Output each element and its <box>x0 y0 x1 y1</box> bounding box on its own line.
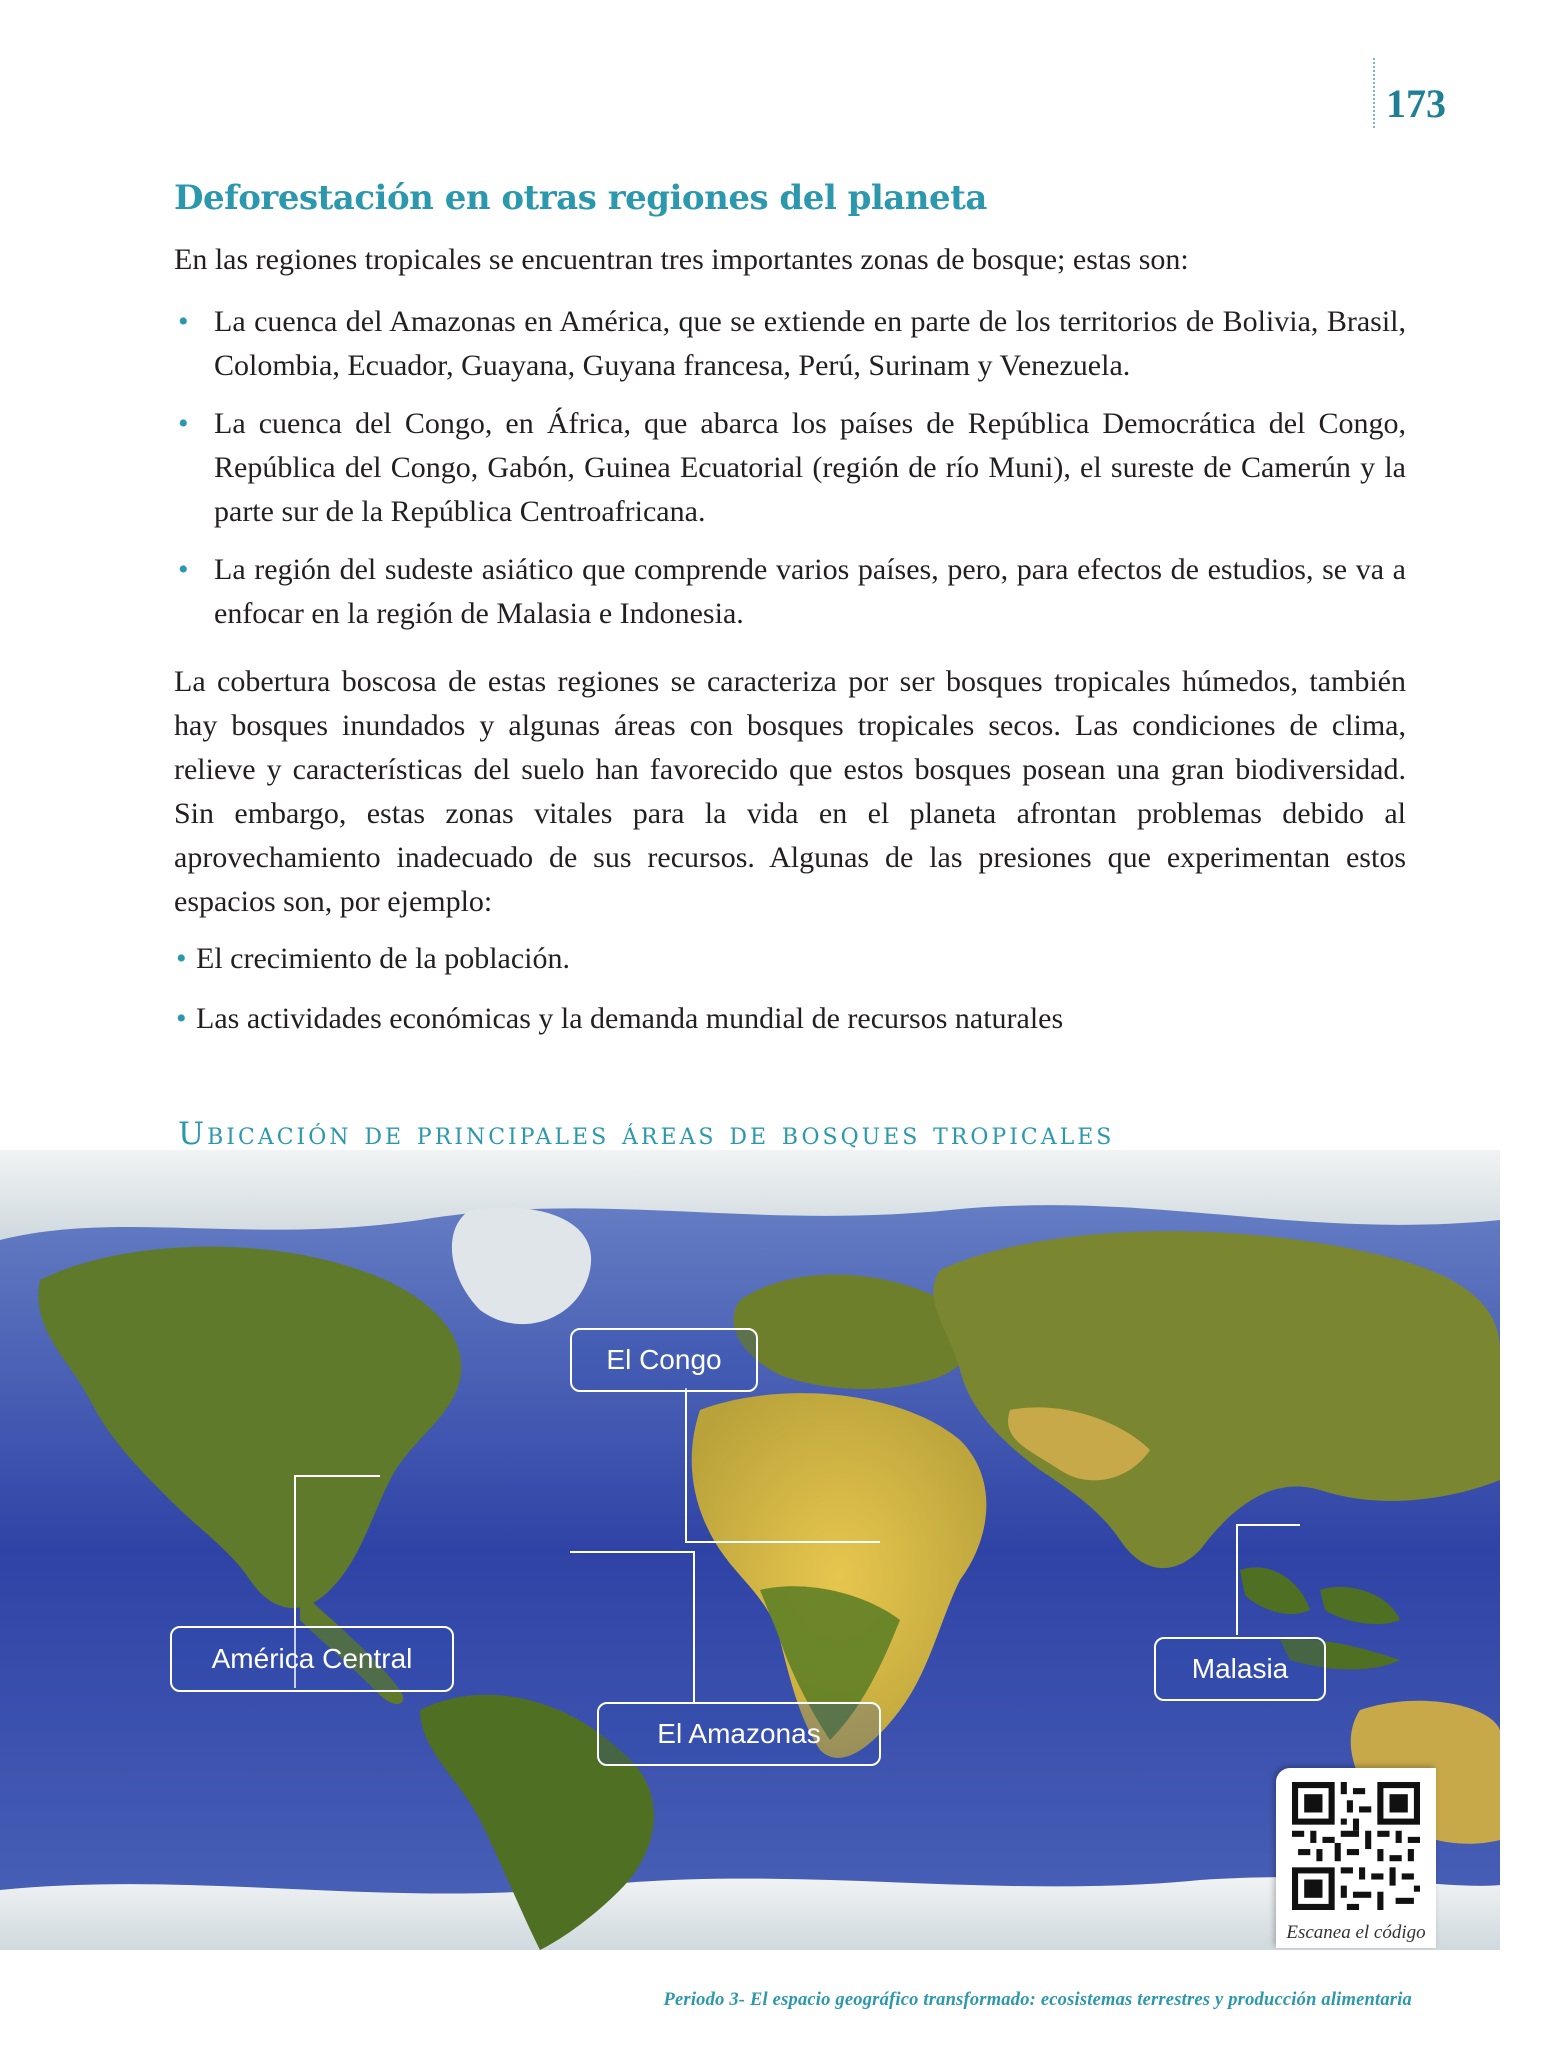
list-item: • La cuenca del Congo, en África, que abarca los países de República Democrática del Congo, República del Congo, Gabón, Guinea Ecuatorial (región de río Muni), el sureste de Camerún y la parte sur de la República Centroafricana. <box>174 402 1406 534</box>
callout-el-congo: El Congo <box>570 1328 758 1392</box>
qr-code-icon[interactable] <box>1292 1782 1420 1910</box>
qr-code-panel[interactable] <box>1276 1768 1436 1948</box>
forest-zones-list <box>174 300 1406 650</box>
list-item: • El crecimiento de la población. <box>174 937 1406 981</box>
page-footer: Periodo 3- El espacio geográfico transformado: ecosistemas terrestres y producción alimentaria <box>663 1990 1412 2010</box>
coverage-paragraph: La cobertura boscosa de estas regiones se caracteriza por ser bosques tropicales húmedos, también hay bosques inundados y algunas áreas con bosques tropicales secos. Las condiciones de clima, relieve y características del suelo han favorecido que estos bosques posean una gran biodiversidad. Sin embargo, estas zonas vitales para la vida en el planeta afrontan problemas debido al aprovechamiento inadecuado de sus recursos. Algunas de las presiones que experimentan estos espacios son, por ejemplo: <box>174 665 1406 918</box>
qr-caption: Escanea el código <box>1286 1922 1426 1943</box>
callout-el-amazonas: El Amazonas <box>597 1702 881 1766</box>
list-item: • Las actividades económicas y la demanda mundial de recursos naturales <box>174 997 1406 1041</box>
intro-paragraph: En las regiones tropicales se encuentran tres importantes zonas de bosque; estas son: <box>174 243 1189 276</box>
list-item: • La cuenca del Amazonas en América, que se extiende en parte de los territorios de Bolivia, Brasil, Colombia, Ecuador, Guayana, Guyana francesa, Perú, Surinam y Venezuela. <box>174 300 1406 388</box>
callout-malasia: Malasia <box>1154 1637 1326 1701</box>
pressures-list <box>174 937 1406 1057</box>
page-number-rule <box>1373 58 1375 128</box>
list-item: • La región del sudeste asiático que comprende varios países, pero, para efectos de estudios, se va a enfocar en la región de Malasia e Indonesia. <box>174 548 1406 636</box>
world-map <box>0 1150 1500 1950</box>
world-map-image <box>0 1150 1500 1950</box>
page-number: 173 <box>1386 81 1446 126</box>
section-title: Deforestación en otras regiones del planeta <box>174 178 987 218</box>
callout-america-central: América Central <box>170 1626 454 1692</box>
map-title: Ubicación de principales áreas de bosques tropicales <box>178 1116 1115 1152</box>
